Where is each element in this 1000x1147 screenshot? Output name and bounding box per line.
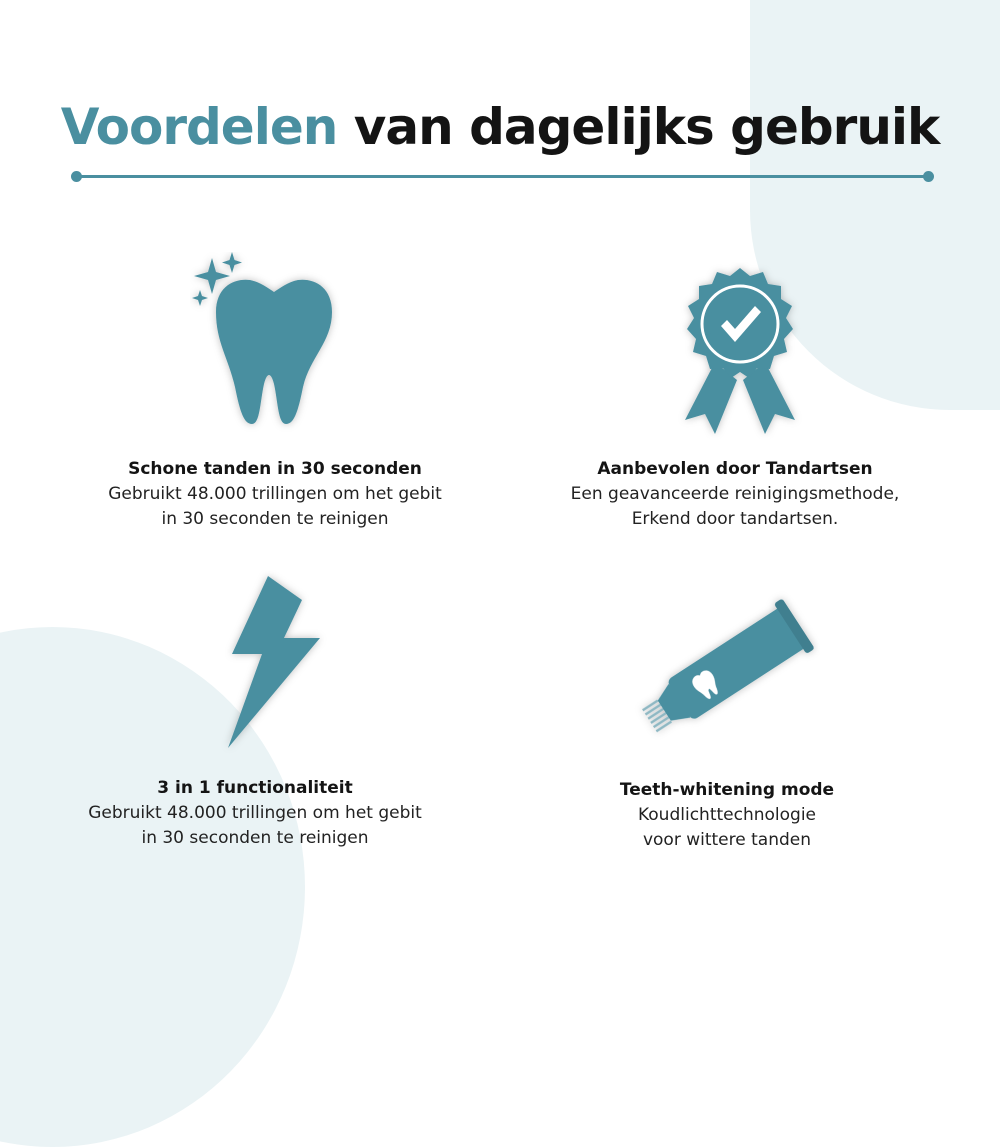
page-title [0, 98, 1000, 156]
feature-description: Gebruikt 48.000 trillingen om het gebit in 30 seconden te reinigen [88, 803, 422, 848]
title-accent: Voordelen [60, 98, 338, 156]
feature-heading: Aanbevolen door Tandartsen [597, 459, 873, 479]
feature-heading: Teeth-whitening mode [619, 780, 835, 800]
feature-description: Een geavanceerde reinigingsmethode, Erkend door tandartsen. [570, 484, 900, 529]
feature-card-whitening [507, 777, 947, 853]
divider-dot-right [923, 171, 934, 182]
feature-heading: Schone tanden in 30 seconden [128, 459, 422, 479]
feature-heading: 3 in 1 functionaliteit [157, 778, 353, 798]
divider-dot-left [71, 171, 82, 182]
title-divider [75, 175, 930, 178]
title-rest: van dagelijks gebruik [337, 98, 940, 156]
toothpaste-tube-icon [630, 585, 820, 755]
feature-description: Koudlichttechnologie voor wittere tanden [637, 805, 817, 850]
award-ribbon-icon [675, 262, 805, 440]
feature-card-recommended [515, 456, 955, 532]
lightning-bolt-icon [220, 570, 330, 755]
feature-card-3in1 [35, 775, 475, 851]
feature-description: Gebruikt 48.000 trillingen om het gebit in 30 seconden te reinigen [108, 484, 442, 529]
tooth-sparkle-icon [190, 252, 340, 432]
feature-card-clean-teeth [55, 456, 495, 532]
